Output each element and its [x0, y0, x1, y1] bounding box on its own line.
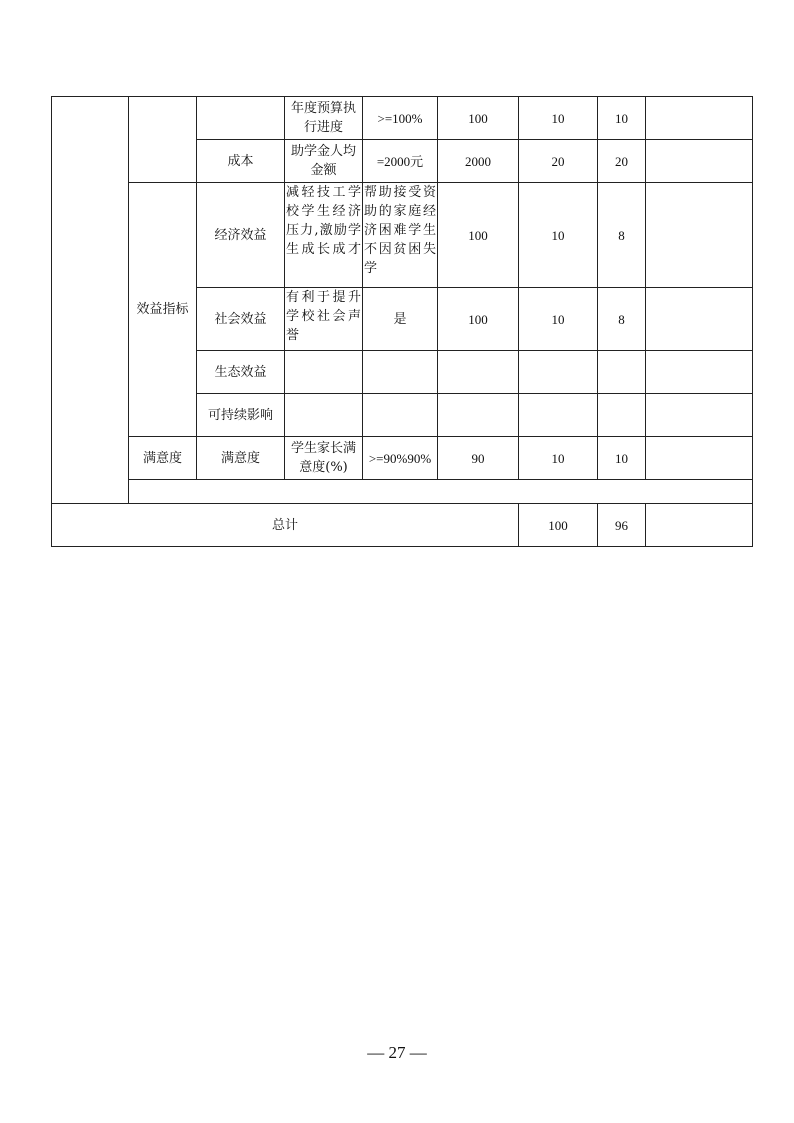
total-label-cell: 总计: [52, 504, 519, 547]
weight-cell-blank: [519, 394, 598, 437]
score-cell: 10: [598, 97, 646, 140]
weight-cell: 10: [519, 97, 598, 140]
primary-indicator-cell: 满意度: [129, 437, 197, 480]
note-cell: [646, 183, 753, 288]
primary-indicator-cell-blank: [129, 97, 197, 183]
actual-value-cell-blank: [438, 351, 519, 394]
note-cell: [646, 140, 753, 183]
target-value-cell-blank: [363, 351, 438, 394]
table-row: [52, 97, 753, 140]
weight-cell: 20: [519, 140, 598, 183]
blank-row-cell: [129, 480, 753, 504]
target-value-cell-blank: [363, 394, 438, 437]
actual-value-cell: 2000: [438, 140, 519, 183]
secondary-indicator-cell: 成本: [197, 140, 285, 183]
table-row-blank: [52, 480, 753, 504]
weight-cell: 10: [519, 437, 598, 480]
target-value-cell: =2000元: [363, 140, 438, 183]
performance-table: [51, 96, 753, 547]
tertiary-indicator-cell: 年度预算执行进度: [285, 97, 363, 140]
note-cell: [646, 97, 753, 140]
tertiary-indicator-cell: 助学金人均金额: [285, 140, 363, 183]
tertiary-indicator-cell: 有利于提升学校社会声誉: [285, 288, 363, 351]
table-row: [52, 183, 753, 288]
note-cell: [646, 437, 753, 480]
weight-cell: 10: [519, 288, 598, 351]
target-value-cell: >=90%90%: [363, 437, 438, 480]
note-cell-blank: [646, 351, 753, 394]
primary-indicator-cell: 效益指标: [129, 183, 197, 437]
secondary-indicator-cell: 生态效益: [197, 351, 285, 394]
total-weight-cell: 100: [519, 504, 598, 547]
page-number: — 27 —: [367, 1043, 427, 1062]
actual-value-cell: 100: [438, 97, 519, 140]
score-cell-blank: [598, 394, 646, 437]
target-value-cell: >=100%: [363, 97, 438, 140]
total-score-cell: 96: [598, 504, 646, 547]
tertiary-indicator-cell-blank: [285, 394, 363, 437]
actual-value-cell: 100: [438, 288, 519, 351]
category-cell-blank: [52, 97, 129, 504]
actual-value-cell: 90: [438, 437, 519, 480]
secondary-indicator-cell: 满意度: [197, 437, 285, 480]
tertiary-indicator-cell: 学生家长满意度(%): [285, 437, 363, 480]
table-row-total: [52, 504, 753, 547]
tertiary-indicator-cell: 减轻技工学校学生经济压力,激励学生成长成才: [285, 183, 363, 288]
secondary-indicator-cell: 社会效益: [197, 288, 285, 351]
target-value-cell: 帮助接受资助的家庭经济困难学生不因贫困失学: [363, 183, 438, 288]
secondary-indicator-cell: 经济效益: [197, 183, 285, 288]
actual-value-cell: 100: [438, 183, 519, 288]
score-cell: 10: [598, 437, 646, 480]
score-cell: 20: [598, 140, 646, 183]
weight-cell-blank: [519, 351, 598, 394]
actual-value-cell-blank: [438, 394, 519, 437]
secondary-indicator-cell: 可持续影响: [197, 394, 285, 437]
total-note-cell: [646, 504, 753, 547]
score-cell-blank: [598, 351, 646, 394]
target-value-cell: 是: [363, 288, 438, 351]
tertiary-indicator-cell-blank: [285, 351, 363, 394]
weight-cell: 10: [519, 183, 598, 288]
note-cell-blank: [646, 394, 753, 437]
table-row: [52, 437, 753, 480]
note-cell: [646, 288, 753, 351]
score-cell: 8: [598, 288, 646, 351]
secondary-indicator-cell-blank: [197, 97, 285, 140]
score-cell: 8: [598, 183, 646, 288]
